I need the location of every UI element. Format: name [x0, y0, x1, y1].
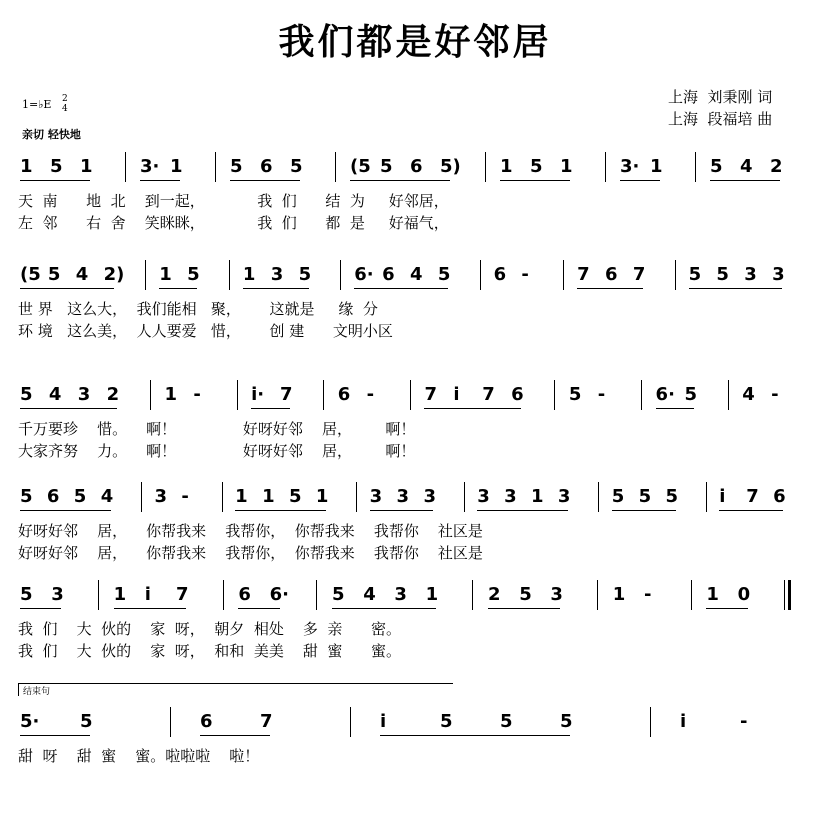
- key-signature: [22, 94, 68, 114]
- song-title: 我们都是好邻居: [278, 21, 552, 63]
- barline: [356, 482, 357, 512]
- lyric-line: [0, 320, 830, 340]
- beam: [410, 180, 450, 181]
- lyric-text: 我 们 大 伙的 家 呀， 朝夕 相处 多 亲 密。: [18, 620, 402, 638]
- note: i: [380, 711, 387, 732]
- note: 5: [568, 384, 582, 405]
- barline: [605, 152, 606, 182]
- score-line: [0, 705, 830, 805]
- lyric-text: 千万要珍 惜。 啊！ 好呀好邻 居， 啊！: [18, 420, 416, 438]
- note: 5: [20, 584, 33, 605]
- note: 1: [315, 486, 329, 507]
- note: 4: [363, 584, 376, 605]
- beam: [531, 510, 568, 511]
- note: i·: [251, 384, 265, 405]
- barline: [480, 260, 481, 290]
- beam: [620, 180, 660, 181]
- note: 5: [500, 711, 513, 732]
- note: 5: [688, 264, 702, 285]
- composer-credit: 上海 段福培 曲: [668, 110, 773, 128]
- note: 1: [113, 584, 127, 605]
- beam: [639, 510, 676, 511]
- note: 1: [20, 156, 33, 177]
- time-signature: [62, 94, 68, 114]
- beam: [289, 510, 326, 511]
- note: 6: [200, 711, 213, 732]
- note: 6·: [354, 264, 374, 285]
- note: 5: [716, 264, 729, 285]
- barline: [563, 260, 564, 290]
- barline: [728, 380, 729, 410]
- note: -: [740, 711, 748, 732]
- note: 6: [46, 486, 60, 507]
- beam: [140, 180, 180, 181]
- note: 5: [638, 486, 652, 507]
- note: 7: [632, 264, 646, 285]
- notation-line: [0, 258, 830, 292]
- notation-line: [0, 705, 830, 739]
- note: 1: [531, 486, 544, 507]
- note: 6: [382, 264, 395, 285]
- note: 6: [337, 384, 351, 405]
- beam: [78, 408, 117, 409]
- barline: [554, 380, 555, 410]
- barline: [335, 152, 336, 182]
- note: 6: [605, 264, 618, 285]
- note: 5: [332, 584, 345, 605]
- note: 7: [746, 486, 759, 507]
- barline: [691, 580, 692, 610]
- note: -: [366, 384, 375, 405]
- lyric-line: [0, 542, 830, 562]
- note: 5: [298, 264, 312, 285]
- beam: [397, 510, 434, 511]
- barline: [150, 380, 151, 410]
- barline: [223, 580, 224, 610]
- beam: [410, 288, 448, 289]
- note: 5: [684, 384, 697, 405]
- note: 5): [440, 156, 461, 177]
- note: 3: [394, 584, 407, 605]
- barline: [598, 482, 599, 512]
- score-line: [0, 480, 830, 580]
- note: 5: [437, 264, 451, 285]
- note: 7: [176, 584, 189, 605]
- barline: [215, 152, 216, 182]
- note: 5: [20, 486, 33, 507]
- note: 6: [238, 584, 251, 605]
- note: 3: [744, 264, 757, 285]
- barline: [125, 152, 126, 182]
- barline: [141, 482, 142, 512]
- final-barline: [788, 580, 791, 610]
- note: 3: [550, 584, 563, 605]
- note: 5: [73, 486, 87, 507]
- barline: [237, 380, 238, 410]
- note: 5: [50, 156, 63, 177]
- note: 6: [410, 156, 423, 177]
- note: 5: [440, 711, 453, 732]
- note: -: [181, 486, 189, 507]
- note: 1: [650, 156, 663, 177]
- note: 7: [482, 384, 495, 405]
- tempo-marking: 亲切 轻快地: [22, 128, 81, 141]
- note: 5: [665, 486, 679, 507]
- note: 3: [772, 264, 785, 285]
- note: 7: [280, 384, 293, 405]
- lyric-line: [0, 212, 830, 232]
- lyric-text: 环 境 这么美， 人人要爱 惜， 创 建 文明小区: [18, 322, 393, 340]
- beam: [271, 288, 309, 289]
- barline: [706, 482, 707, 512]
- note: 1: [235, 486, 248, 507]
- note: 5: [47, 264, 61, 285]
- barline: [98, 580, 99, 610]
- beam: [50, 180, 90, 181]
- beam: [76, 288, 114, 289]
- lyric-line: [0, 440, 830, 460]
- beam: [238, 608, 279, 609]
- time-bottom: 4: [62, 104, 68, 114]
- note: 5: [80, 711, 93, 732]
- note: 6: [511, 384, 524, 405]
- lyric-text: 天 南 地 北 到一起， 我 们 结 为 好邻居，: [18, 192, 449, 210]
- note: -: [597, 384, 606, 405]
- beam: [605, 288, 643, 289]
- lyric-text: 世 界 这么大， 我们能相 聚， 这就是 缘 分: [18, 300, 378, 318]
- note: 6: [260, 156, 273, 177]
- time-top: 2: [62, 94, 68, 104]
- notation-line: [0, 150, 830, 184]
- barline: [695, 152, 696, 182]
- beam: [656, 408, 695, 409]
- note: 1: [500, 156, 513, 177]
- lyric-line: [0, 190, 830, 210]
- note: 3·: [620, 156, 640, 177]
- note: 7: [577, 264, 590, 285]
- note: 1: [262, 486, 275, 507]
- barline: [784, 580, 785, 610]
- score-line: [0, 578, 830, 678]
- notation-line: [0, 578, 830, 612]
- beam: [260, 180, 300, 181]
- barline: [472, 580, 473, 610]
- note: 4: [48, 384, 62, 405]
- note: 1: [706, 584, 719, 605]
- note: 1: [164, 384, 177, 405]
- note: 5·: [20, 711, 40, 732]
- note: 5: [230, 156, 243, 177]
- note: 3: [369, 486, 383, 507]
- beam: [20, 608, 61, 609]
- note: 3: [270, 264, 284, 285]
- note: 1: [612, 584, 626, 605]
- barline: [170, 707, 171, 737]
- beam: [740, 180, 780, 181]
- ending-label: 结束句: [18, 683, 453, 696]
- note: 2: [770, 156, 783, 177]
- note: 4: [75, 264, 89, 285]
- note: i: [680, 711, 687, 732]
- lyric-text: 左 邻 右 舍 笑眯眯， 我 们 都 是 好福气，: [18, 214, 449, 232]
- lyric-line: [0, 640, 830, 660]
- barline: [222, 482, 223, 512]
- beam: [74, 510, 111, 511]
- beam: [706, 608, 747, 609]
- note: 4: [100, 486, 114, 507]
- note: 5: [611, 486, 625, 507]
- beam: [251, 408, 290, 409]
- note: 5: [560, 711, 573, 732]
- note: -: [771, 384, 779, 405]
- lyric-line: [0, 418, 830, 438]
- barline: [597, 580, 598, 610]
- note: 2): [103, 264, 125, 285]
- barline: [464, 482, 465, 512]
- lyricist-credit: 上海 刘秉刚 词: [668, 88, 773, 106]
- note: i: [719, 486, 726, 507]
- note: i: [453, 384, 460, 405]
- note: 7: [424, 384, 437, 405]
- score-line: [0, 258, 830, 358]
- note: 1: [425, 584, 439, 605]
- beam: [159, 288, 197, 289]
- lyric-text: 大家齐努 力。 啊！ 好呀好邻 居， 啊！: [18, 442, 416, 460]
- note: 5: [530, 156, 543, 177]
- note: 2: [106, 384, 120, 405]
- barline: [675, 260, 676, 290]
- note: 5: [288, 486, 302, 507]
- note: 3: [154, 486, 167, 507]
- barline: [316, 580, 317, 610]
- note: 6·: [269, 584, 289, 605]
- barline: [229, 260, 230, 290]
- note: 3: [51, 584, 64, 605]
- note: 1: [242, 264, 256, 285]
- lyric-text: 甜 呀 甜 蜜 蜜。啦啦啦 啦！: [18, 747, 260, 765]
- beam: [519, 608, 560, 609]
- barline: [410, 380, 411, 410]
- beam: [746, 510, 783, 511]
- notation-line: [0, 480, 830, 514]
- beam: [530, 180, 570, 181]
- beam: [500, 735, 570, 736]
- note: 4: [740, 156, 753, 177]
- credits: [668, 86, 772, 130]
- note: 6·: [655, 384, 675, 405]
- lyric-text: 我 们 大 伙的 家 呀， 和和 美美 甜 蜜 蜜。: [18, 642, 402, 660]
- score-line: [0, 378, 830, 478]
- note: 3: [504, 486, 517, 507]
- note: 3: [423, 486, 436, 507]
- lyric-line: [0, 618, 830, 638]
- barline: [650, 707, 651, 737]
- note: 3: [477, 486, 490, 507]
- notation-line: [0, 378, 830, 412]
- barline: [350, 707, 351, 737]
- note: 5: [710, 156, 723, 177]
- beam: [145, 608, 186, 609]
- note: 5: [519, 584, 532, 605]
- lyric-line: [0, 298, 830, 318]
- note: 5: [290, 156, 303, 177]
- note: 1: [170, 156, 183, 177]
- note: 3: [77, 384, 91, 405]
- note: 6: [773, 486, 786, 507]
- key-label: 1=♭E: [22, 98, 52, 111]
- note: 1: [80, 156, 93, 177]
- lyric-text: 好呀好邻 居， 你帮我来 我帮你， 你帮我来 我帮你 社区是: [18, 522, 483, 540]
- note: 4: [742, 384, 755, 405]
- note: -: [644, 584, 652, 605]
- barline: [485, 152, 486, 182]
- lyric-line: [0, 520, 830, 540]
- note: 5: [380, 156, 393, 177]
- note: 0: [737, 584, 751, 605]
- note: 1: [159, 264, 172, 285]
- note: (5: [20, 264, 41, 285]
- barline: [145, 260, 146, 290]
- note: -: [193, 384, 201, 405]
- lyric-line: [0, 745, 830, 765]
- beam: [394, 608, 435, 609]
- note: 2: [488, 584, 501, 605]
- note: 3: [396, 486, 410, 507]
- note: 7: [260, 711, 273, 732]
- lyric-text: 好呀好邻 居， 你帮我来 我帮你， 你帮我来 我帮你 社区是: [18, 544, 483, 562]
- note: 3: [557, 486, 571, 507]
- score-line: [0, 150, 830, 250]
- note: 4: [410, 264, 423, 285]
- note: i: [144, 584, 151, 605]
- note: 3·: [140, 156, 160, 177]
- barline: [641, 380, 642, 410]
- beam: [20, 735, 90, 736]
- barline: [340, 260, 341, 290]
- beam: [744, 288, 782, 289]
- note: 1: [560, 156, 573, 177]
- note: 6: [493, 264, 507, 285]
- note: 5: [187, 264, 200, 285]
- note: (5: [350, 156, 371, 177]
- note: -: [521, 264, 529, 285]
- beam: [482, 408, 521, 409]
- note: 5: [20, 384, 33, 405]
- barline: [323, 380, 324, 410]
- beam: [200, 735, 270, 736]
